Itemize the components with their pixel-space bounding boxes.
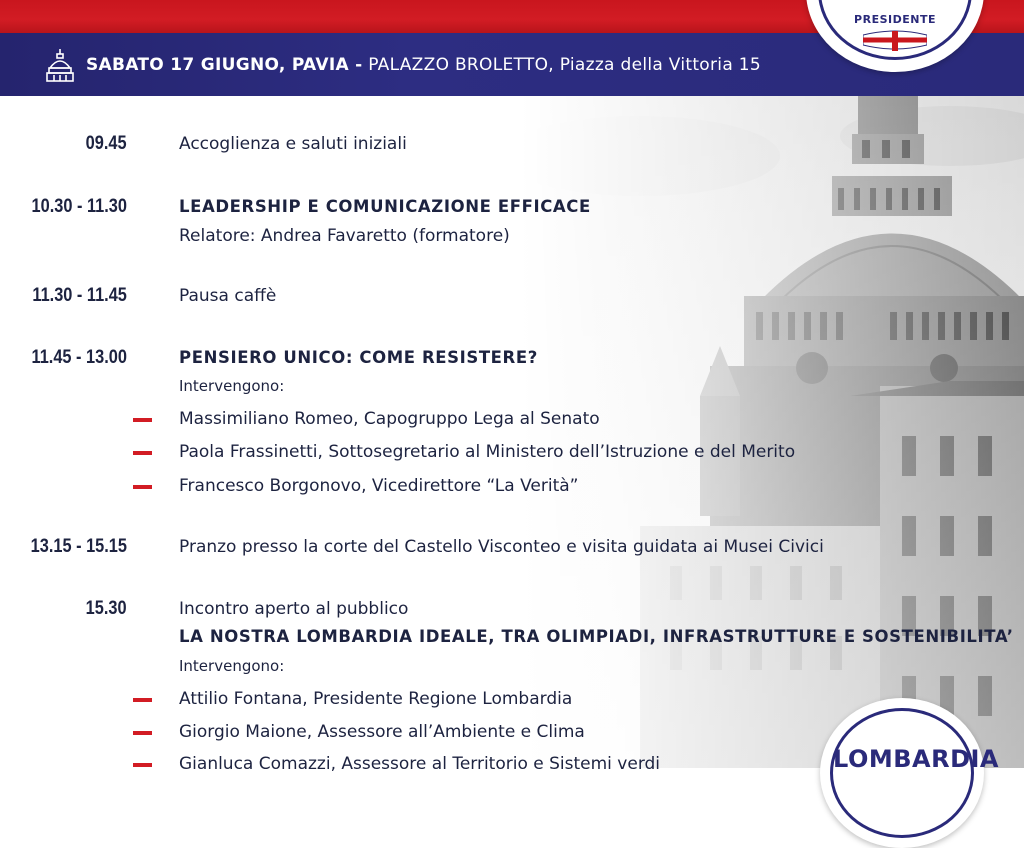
session-title: LEADERSHIP E COMUNICAZIONE EFFICACE: [179, 197, 591, 216]
logo-top-label: PRESIDENTE: [854, 13, 936, 26]
red-dash-bullet: [133, 763, 152, 767]
red-dash-bullet: [133, 485, 152, 489]
red-dash-bullet: [133, 731, 152, 735]
schedule-time: 11.30 - 11.45: [32, 285, 127, 306]
party-logo-bottom: [820, 698, 999, 848]
schedule-text: Pausa caffè: [179, 286, 277, 306]
red-dash-bullet: [133, 698, 152, 702]
schedule-text: Relatore: Andrea Favaretto (formatore): [179, 226, 510, 246]
schedule-time: 11.45 - 13.00: [31, 347, 127, 368]
event-date-place: SABATO 17 GIUGNO, PAVIA -: [86, 55, 363, 75]
schedule-time: 15.30: [86, 598, 127, 619]
red-dash-bullet: [133, 451, 152, 455]
schedule-time: 13.15 - 15.15: [30, 536, 127, 557]
lombardy-cross-flag-icon: [863, 29, 927, 51]
speaker-name: Gianluca Comazzi, Assessore al Territorio e Sistemi verdi: [179, 754, 661, 774]
speakers-heading: Intervengono:: [179, 657, 285, 675]
logo-bottom-label: LOMBARDIA: [833, 745, 999, 773]
speaker-name: Massimiliano Romeo, Capogruppo Lega al Senato: [179, 409, 600, 429]
schedule-text: Pranzo presso la corte del Castello Visconteo e visita guidata ai Musei Civici: [179, 537, 824, 557]
event-venue: PALAZZO BROLETTO, Piazza della Vittoria 15: [368, 55, 761, 75]
schedule-text: Accoglienza e saluti iniziali: [179, 134, 407, 154]
speaker-name: Paola Frassinetti, Sottosegretario al Ministero dell’Istruzione e del Merito: [179, 442, 796, 462]
schedule-text: Incontro aperto al pubblico: [179, 599, 409, 619]
schedule-time: 09.45: [86, 133, 127, 154]
cathedral-dome-icon: [46, 48, 74, 82]
schedule-time: 10.30 - 11.30: [31, 196, 127, 217]
speaker-name: Francesco Borgonovo, Vicedirettore “La Verità”: [179, 476, 579, 496]
banner-text: [86, 55, 761, 75]
speaker-name: Attilio Fontana, Presidente Regione Lombardia: [179, 689, 573, 709]
red-dash-bullet: [133, 418, 152, 422]
session-title: PENSIERO UNICO: COME RESISTERE?: [179, 348, 538, 367]
speakers-heading: Intervengono:: [179, 377, 285, 395]
cathedral-background-image: [520, 96, 1024, 768]
speaker-name: Giorgio Maione, Assessore all’Ambiente e Clima: [179, 722, 585, 742]
session-title: LA NOSTRA LOMBARDIA IDEALE, TRA OLIMPIADI, INFRASTRUTTURE E SOSTENIBILITA’: [179, 627, 1014, 646]
